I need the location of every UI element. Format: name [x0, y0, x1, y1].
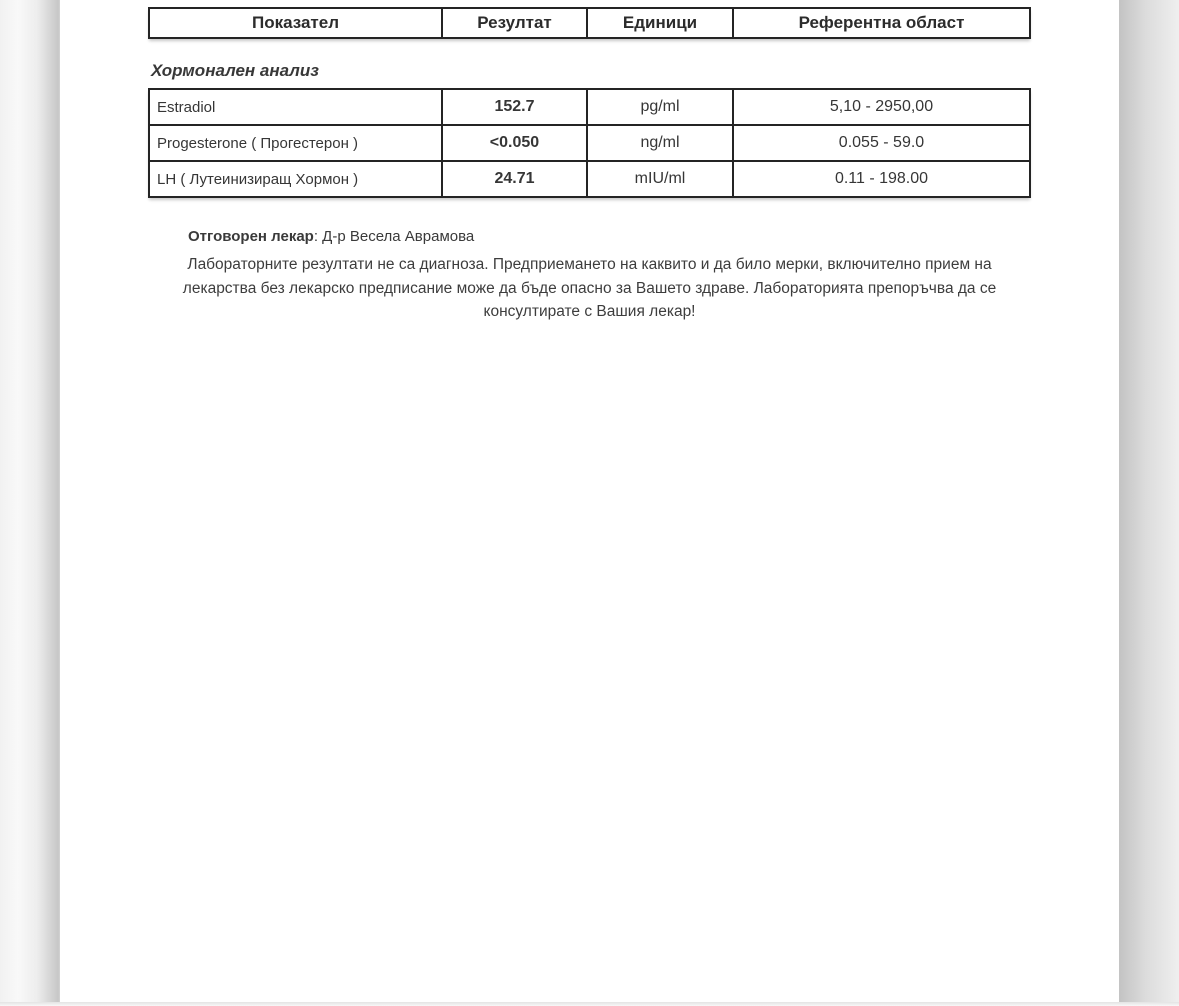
responsible-doctor-line [188, 228, 474, 245]
lab-disclaimer [148, 253, 1031, 324]
row-progesterone-name: Progesterone ( Прогестерон ) [150, 126, 443, 162]
column-header-units: Единици [588, 9, 734, 37]
document-page [60, 0, 1119, 1002]
column-header-reference: Референтна област [798, 13, 965, 32]
row-lh-units: mIU/ml [588, 162, 734, 196]
row-lh-result: 24.71 [443, 162, 588, 196]
results-table [148, 88, 1031, 198]
doctor-name: : Д-р Весела Аврамова [313, 228, 475, 245]
page-edge-shadow-right [1119, 0, 1179, 1002]
page-edge-shadow-bottom [0, 1002, 1179, 1006]
row-lh-reference: 0.11 - 198.00 [834, 170, 929, 187]
row-progesterone-units: ng/ml [588, 126, 734, 162]
disclaimer-line-1: Лабораторните резултати не са диагноза. Предприемането на каквито и да било мерки, включително прием на [187, 256, 992, 273]
row-estradiol-result: 152.7 [443, 90, 588, 126]
row-progesterone-result: <0.050 [443, 126, 588, 162]
column-header-indicator: Показател [150, 9, 443, 37]
disclaimer-line-2: лекарства без лекарско предписание може да бъде опасно за Вашето здраве. Лабораторията препоръчва да се [182, 279, 997, 297]
section-title-hormonal-analysis: Хормонален анализ [151, 61, 319, 80]
page-edge-shadow-left [0, 0, 60, 1002]
row-progesterone-reference: 0.055 - 59.0 [734, 126, 1029, 162]
row-estradiol-reference: 5,10 - 2950,00 [734, 90, 1029, 126]
row-estradiol-name: Estradiol [150, 90, 443, 126]
disclaimer-line-3: консултирате с Вашия лекар! [483, 303, 696, 320]
column-header-result: Резултат [443, 9, 588, 37]
row-estradiol-units: pg/ml [588, 90, 734, 126]
results-header-table [148, 7, 1031, 39]
doctor-label: Отговорен лекар [188, 228, 314, 245]
row-lh-name: LH ( Лутеинизиращ Хормон ) [150, 162, 443, 196]
